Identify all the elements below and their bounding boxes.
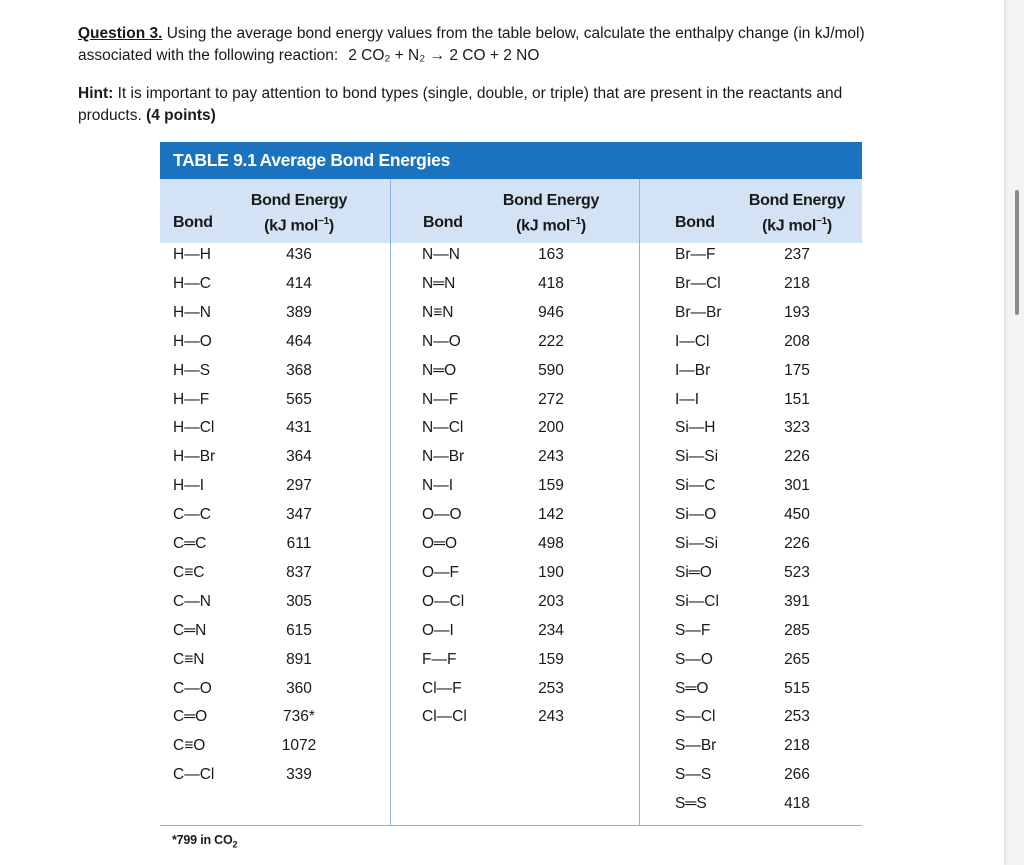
bond-name: H—N — [173, 304, 211, 321]
bond-name: F—F — [422, 651, 457, 668]
bond-energy-value: 590 — [538, 362, 564, 379]
bond-energy-value: 431 — [286, 419, 312, 436]
bond-energy-value: 163 — [538, 246, 564, 263]
energy-unit-close: ) — [580, 217, 586, 235]
bond-name: H—F — [173, 391, 210, 408]
bond-energy-value: 234 — [538, 622, 564, 639]
bond-name: S—O — [675, 651, 713, 668]
bond-name: N═N — [422, 275, 456, 292]
bond-energy-value: 243 — [538, 448, 564, 465]
table-title-text: Average Bond Energies — [259, 150, 451, 170]
energy-header-line-1: Bond Energy — [250, 192, 348, 209]
reaction-equation: 2 CO₂ + N₂ → 2 CO + 2 NO — [348, 47, 540, 64]
bond-name: C═N — [173, 622, 207, 639]
question-text-1: Using the average bond energy values from the table below, calculate the enthalpy change (in kJ/mol) — [166, 25, 865, 42]
table-number: TABLE 9.1 — [173, 150, 257, 170]
question-line-2 — [78, 45, 539, 67]
column-header-bond: Bond — [675, 214, 715, 231]
bond-energy-value: 190 — [538, 564, 564, 581]
bond-energy-value: 498 — [538, 535, 564, 552]
energy-unit-exponent: −1 — [318, 216, 329, 227]
bond-energy-value: 226 — [784, 535, 810, 552]
bond-energy-value: 339 — [286, 766, 312, 783]
bond-name: C≡N — [173, 651, 205, 668]
scrollbar-thumb[interactable] — [1015, 190, 1019, 315]
energy-unit-close: ) — [328, 217, 334, 235]
bond-name: Si—Si — [675, 535, 719, 552]
hint-text-2: products. — [78, 107, 142, 124]
bond-name: Br—F — [675, 246, 716, 263]
bond-energy-value: 151 — [784, 391, 810, 408]
bond-energy-value: 523 — [784, 564, 810, 581]
bond-name: S═S — [675, 795, 707, 812]
bond-name: N—Br — [422, 448, 465, 465]
bond-energy-value: 418 — [538, 275, 564, 292]
bond-energy-value: 208 — [784, 333, 810, 350]
bond-energy-value: 391 — [784, 593, 810, 610]
footnote-text: *799 in CO — [172, 833, 233, 847]
bond-name: O═O — [422, 535, 458, 552]
bond-name: Si—Cl — [675, 593, 719, 610]
energy-header-line-2 — [737, 211, 857, 236]
bond-name: N—N — [422, 246, 460, 263]
table-bottom-rule — [160, 825, 862, 826]
bond-name: C—C — [173, 506, 211, 523]
hint-line-2 — [78, 105, 216, 127]
column-header-energy — [491, 190, 611, 236]
bond-name: H—Br — [173, 448, 216, 465]
bond-name: O—I — [422, 622, 454, 639]
bond-name: S—F — [675, 622, 711, 639]
bond-energy-value: 1072 — [281, 737, 317, 754]
hint-text-1: It is important to pay attention to bond types (single, double, or triple) that are present in the reactants and — [117, 85, 843, 102]
bond-energy-table — [160, 142, 862, 826]
bond-name: C≡O — [173, 737, 206, 754]
bond-energy-value: 253 — [538, 680, 564, 697]
bond-name: N═O — [422, 362, 457, 379]
bond-name: S—Cl — [675, 708, 716, 725]
bond-name: Cl—F — [422, 680, 462, 697]
bond-energy-value: 891 — [286, 651, 312, 668]
bond-name: O—O — [422, 506, 462, 523]
bond-energy-value: 159 — [538, 651, 564, 668]
bond-energy-value: 237 — [784, 246, 810, 263]
bond-name: H—H — [173, 246, 211, 263]
bond-name: C—N — [173, 593, 211, 610]
energy-header-line-1: Bond Energy — [748, 192, 846, 209]
bond-energy-value: 193 — [784, 304, 810, 321]
bond-name: Br—Br — [675, 304, 722, 321]
bond-energy-value: 222 — [538, 333, 564, 350]
column-header-energy — [737, 190, 857, 236]
table-footnote — [172, 833, 237, 850]
bond-energy-value: 323 — [784, 419, 810, 436]
bond-name: S═O — [675, 680, 709, 697]
bond-name: S—S — [675, 766, 712, 783]
bond-energy-value: 253 — [784, 708, 810, 725]
bond-name: Si—H — [675, 419, 716, 436]
bond-name: Si—O — [675, 506, 717, 523]
column-header-energy — [239, 190, 359, 236]
bond-name: N—F — [422, 391, 459, 408]
bond-energy-value: 297 — [286, 477, 312, 494]
column-header-bond: Bond — [423, 214, 463, 231]
column-divider — [639, 179, 640, 826]
energy-unit: (kJ mol — [264, 217, 319, 235]
bond-energy-value: 218 — [784, 737, 810, 754]
bond-name: H—I — [173, 477, 204, 494]
energy-unit-exponent: −1 — [816, 216, 827, 227]
energy-header-line-2 — [239, 211, 359, 236]
question-title: Question 3. — [78, 25, 163, 42]
bond-name: C≡C — [173, 564, 205, 581]
bond-energy-value: 243 — [538, 708, 564, 725]
table-title — [173, 150, 450, 171]
bond-energy-value: 364 — [286, 448, 312, 465]
bond-energy-value: 159 — [538, 477, 564, 494]
bond-name: C═O — [173, 708, 208, 725]
bond-energy-value: 301 — [784, 477, 810, 494]
bond-name: N≡N — [422, 304, 454, 321]
bond-energy-value: 736* — [283, 708, 315, 725]
bond-name: O—Cl — [422, 593, 465, 610]
question-text-2: associated with the following reaction: — [78, 47, 339, 64]
bond-energy-value: 360 — [286, 680, 312, 697]
bond-name: Si—C — [675, 477, 716, 494]
bond-energy-value: 837 — [286, 564, 312, 581]
energy-header-line-1: Bond Energy — [502, 192, 600, 209]
bond-name: I—Cl — [675, 333, 710, 350]
bond-name: Cl—Cl — [422, 708, 467, 725]
bond-name: Si═O — [675, 564, 712, 581]
bond-energy-value: 389 — [286, 304, 312, 321]
bond-energy-value: 436 — [286, 246, 312, 263]
bond-energy-value: 615 — [286, 622, 312, 639]
bond-name: N—I — [422, 477, 453, 494]
bond-energy-value: 175 — [784, 362, 810, 379]
bond-energy-value: 946 — [538, 304, 564, 321]
bond-energy-value: 226 — [784, 448, 810, 465]
question-line-1 — [78, 23, 865, 45]
bond-energy-value: 305 — [286, 593, 312, 610]
bond-energy-value: 347 — [286, 506, 312, 523]
bond-name: C—O — [173, 680, 212, 697]
bond-energy-value: 418 — [784, 795, 810, 812]
bond-energy-value: 265 — [784, 651, 810, 668]
hint-line-1 — [78, 83, 842, 105]
bond-energy-value: 272 — [538, 391, 564, 408]
bond-energy-value: 464 — [286, 333, 312, 350]
points-label: (4 points) — [146, 107, 216, 124]
bond-name: C—Cl — [173, 766, 215, 783]
bond-energy-value: 218 — [784, 275, 810, 292]
column-header-bond: Bond — [173, 214, 213, 231]
bond-name: Br—Cl — [675, 275, 721, 292]
bond-energy-value: 142 — [538, 506, 564, 523]
energy-unit-close: ) — [826, 217, 832, 235]
bond-energy-value: 611 — [286, 535, 312, 552]
hint-label: Hint: — [78, 85, 114, 102]
bond-name: I—I — [675, 391, 700, 408]
bond-name: H—O — [173, 333, 212, 350]
bond-name: N—O — [422, 333, 461, 350]
column-divider — [390, 179, 391, 826]
energy-unit: (kJ mol — [516, 217, 571, 235]
bond-name: S—Br — [675, 737, 717, 754]
bond-name: Si—Si — [675, 448, 719, 465]
bond-name: C═C — [173, 535, 207, 552]
energy-unit-exponent: −1 — [570, 216, 581, 227]
bond-energy-value: 414 — [286, 275, 312, 292]
bond-name: H—C — [173, 275, 211, 292]
bond-energy-value: 368 — [286, 362, 312, 379]
bond-energy-value: 203 — [538, 593, 564, 610]
bond-energy-value: 200 — [538, 419, 564, 436]
energy-header-line-2 — [491, 211, 611, 236]
table-title-bar — [160, 142, 862, 179]
bond-energy-value: 266 — [784, 766, 810, 783]
energy-unit: (kJ mol — [762, 217, 817, 235]
bond-energy-value: 450 — [784, 506, 810, 523]
bond-name: I—Br — [675, 362, 711, 379]
bond-name: H—S — [173, 362, 211, 379]
bond-name: H—Cl — [173, 419, 215, 436]
bond-energy-value: 515 — [784, 680, 810, 697]
footnote-subscript: 2 — [232, 839, 238, 850]
bond-energy-value: 565 — [286, 391, 312, 408]
column-header-row — [160, 179, 862, 243]
bond-name: N—Cl — [422, 419, 464, 436]
bond-energy-value: 285 — [784, 622, 810, 639]
bond-name: O—F — [422, 564, 460, 581]
